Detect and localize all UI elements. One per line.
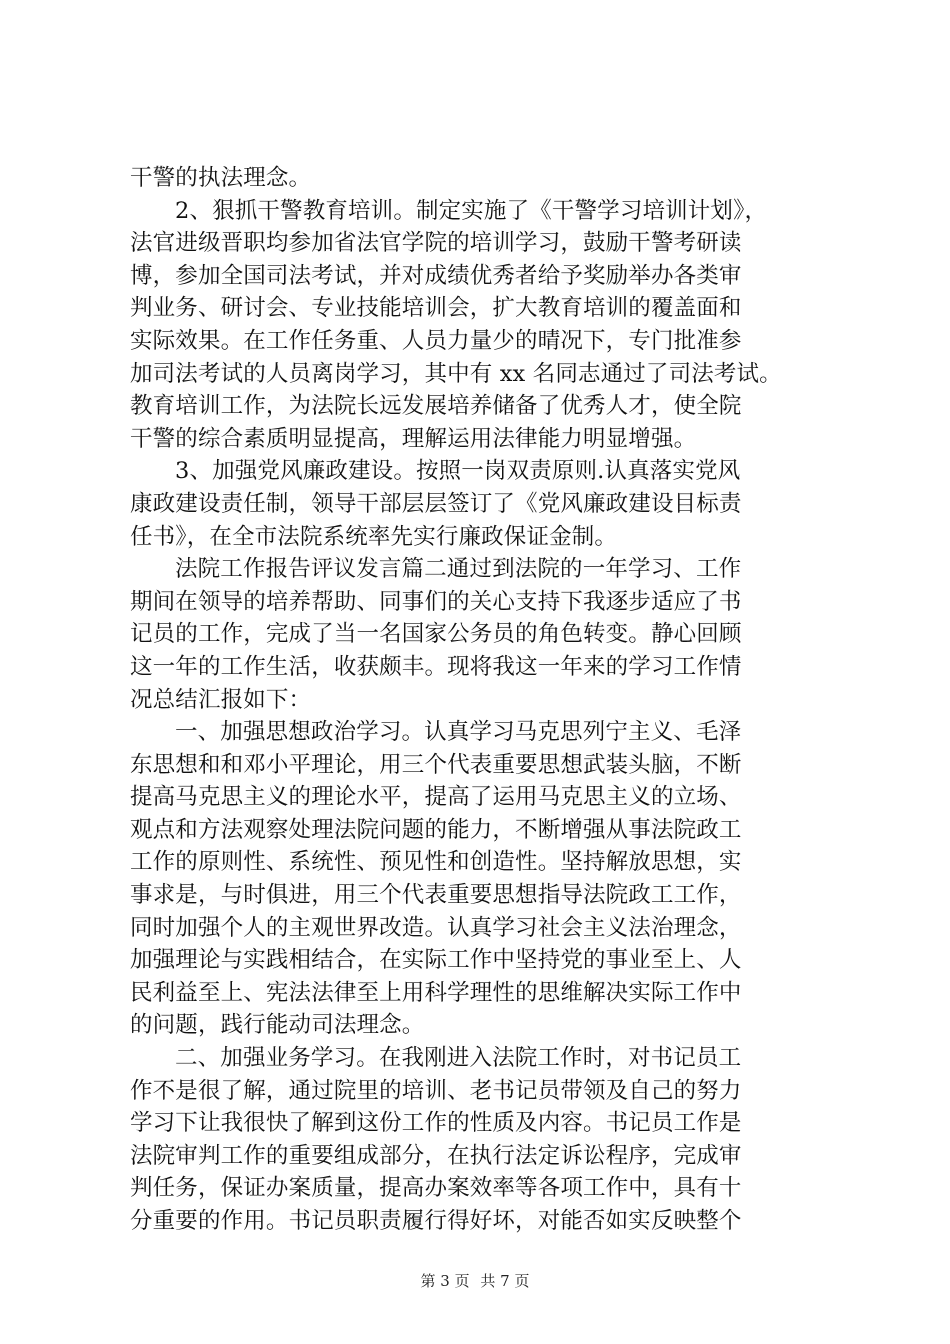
text-line: 工作的原则性、系统性、预见性和创造性。坚持解放思想，实 (130, 849, 742, 876)
text-line: 教育培训工作，为法院长远发展培养储备了优秀人才，使全院 (130, 393, 742, 420)
text-line: 况总结汇报如下： (130, 686, 312, 713)
paragraph-start-line: 3、加强党风廉政建设。按照一岗双责原则.认真落实党风 (175, 458, 741, 485)
text-line: 分重要的作用。书记员职责履行得好坏，对能否如实反映整个 (130, 1208, 742, 1234)
text-line: 法院审判工作的重要组成部分，在执行法定诉讼程序，完成审 (130, 1142, 742, 1169)
text-line: 任书》，在全市法院系统率先实行廉政保证金制。 (130, 523, 618, 550)
text-line: 法官进级晋职均参加省法官学院的培训学习，鼓励干警考研读 (130, 230, 742, 257)
paragraph-start-line: 2、狠抓干警教育培训。制定实施了《干警学习培训计划》， (175, 197, 768, 224)
page-footer (0, 1270, 950, 1291)
text-line: 博，参加全国司法考试，并对成绩优秀者给予奖励举办各类审 (130, 262, 742, 289)
text-line: 同时加强个人的主观世界改造。认真学习社会主义法治理念， (130, 914, 742, 941)
text-line: 干警的综合素质明显提高，理解运用法律能力明显增强。 (130, 425, 697, 452)
text-line: 作不是很了解，通过院里的培训、老书记员带领及自己的努力 (130, 1077, 742, 1104)
text-line: 加强理论与实践相结合，在实际工作中坚持党的事业至上、人 (130, 947, 742, 974)
page-total: 共 7 页 (480, 1272, 530, 1290)
text-line: 判任务，保证办案质量，提高办案效率等各项工作中，具有十 (130, 1175, 742, 1202)
text-line: 东思想和和邓小平理论，用三个代表重要思想武装头脑，不断 (130, 751, 742, 778)
text-line: 记员的工作，完成了当一名国家公务员的角色转变。静心回顾 (130, 621, 742, 648)
text-line: 民利益至上、宪法法律至上用科学理性的思维解决实际工作中 (130, 979, 742, 1006)
text-line: 康政建设责任制，领导干部层层签订了《党风廉政建设目标责 (130, 490, 742, 517)
text-line: 判业务、研讨会、专业技能培训会，扩大教育培训的覆盖面和 (130, 295, 742, 322)
text-line: 加司法考试的人员离岗学习，其中有 xx 名同志通过了司法考试。 (130, 360, 782, 387)
paragraph-start-line: 二、加强业务学习。在我刚进入法院工作时，对书记员工 (175, 1045, 742, 1072)
text-line: 提高马克思主义的理论水平，提高了运用马克思主义的立场、 (130, 784, 742, 811)
text-line: 实际效果。在工作任务重、人员力量少的晴况下，专门批准参 (130, 327, 742, 354)
document-body (130, 162, 835, 1238)
text-line: 事求是，与时俱进，用三个代表重要思想指导法院政工工作， (130, 882, 742, 909)
paragraph-start-line: 法院工作报告评议发言篇二通过到法院的一年学习、工作 (175, 556, 742, 583)
paragraph-start-line: 一、加强思想政治学习。认真学习马克思列宁主义、毛泽 (175, 719, 742, 746)
text-line: 干警的执法理念。 (130, 165, 312, 191)
text-line: 这一年的工作生活，收获颇丰。现将我这一年来的学习工作情 (130, 653, 742, 680)
text-line: 的问题，践行能动司法理念。 (130, 1012, 425, 1039)
page-number: 第 3 页 (420, 1272, 470, 1290)
text-line: 观点和方法观察处理法院问题的能力，不断增强从事法院政工 (130, 816, 742, 843)
text-line: 期间在领导的培养帮助、同事们的关心支持下我逐步适应了书 (130, 588, 742, 615)
text-line: 学习下让我很快了解到这份工作的性质及内容。书记员工作是 (130, 1110, 742, 1137)
